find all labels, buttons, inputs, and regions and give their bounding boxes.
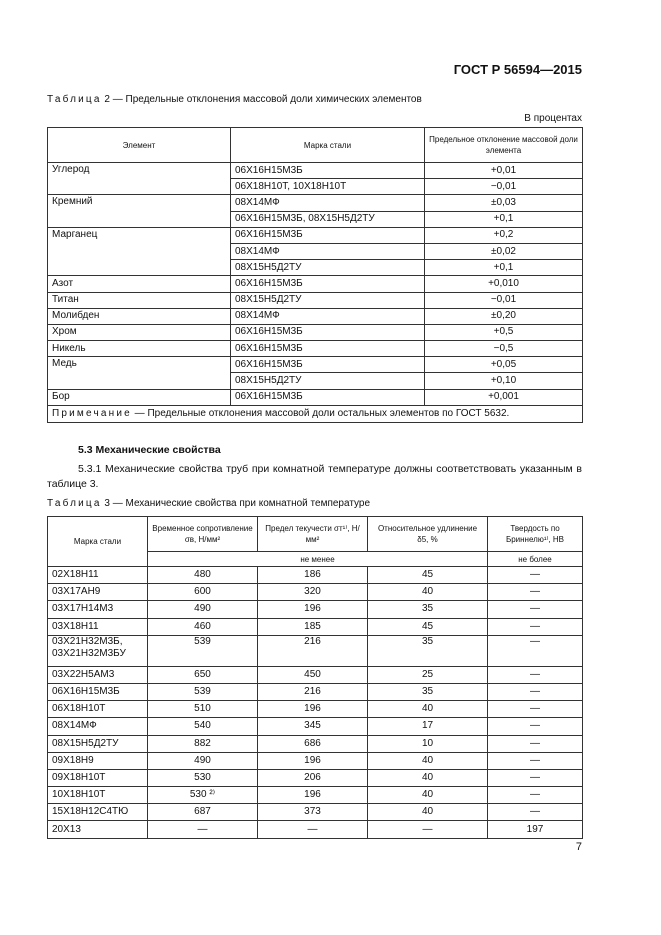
- table-cell-element: Никель: [48, 341, 231, 357]
- table-cell-elongation: 45: [368, 618, 488, 635]
- table-row: [48, 324, 583, 340]
- table3-header-row: [48, 517, 583, 552]
- table-cell-grade: 06Х16Н15М3Б, 08Х15Н5Д2ТУ: [231, 211, 425, 227]
- table-cell-value: +0,01: [425, 163, 583, 179]
- table-cell-hardness: —: [488, 804, 583, 821]
- table3-header-strength: Временное сопротивление σв, Н/мм²: [148, 517, 258, 552]
- table-cell-value: +0,2: [425, 227, 583, 243]
- table2-header-grade: Марка стали: [231, 128, 425, 163]
- table2-header-row: [48, 128, 583, 163]
- table-cell-element: Азот: [48, 276, 231, 292]
- table-cell-elongation: 40: [368, 701, 488, 718]
- table-cell-strength: 600: [148, 584, 258, 601]
- table2-caption-text: 2 — Предельные отклонения массовой доли химических элементов: [101, 94, 422, 105]
- table3-caption: [47, 498, 370, 509]
- table-cell-strength: 687: [148, 804, 258, 821]
- table-row: [48, 601, 583, 618]
- table-cell-strength: 530: [148, 769, 258, 786]
- table3-header-grade: Марка стали: [48, 517, 148, 567]
- table3-caption-word: Таблица: [47, 498, 102, 509]
- table-cell-grade: 03Х18Н11: [48, 618, 148, 635]
- table-cell-hardness: —: [488, 752, 583, 769]
- table2-caption: [47, 94, 422, 105]
- table-cell-grade: 03Х17АН9: [48, 584, 148, 601]
- table-cell-elongation: 35: [368, 601, 488, 618]
- table-cell-grade: 02Х18Н11: [48, 567, 148, 584]
- table-cell-grade: 08Х14МФ: [231, 195, 425, 211]
- table-row: [48, 769, 583, 786]
- table-cell-grade: 08Х15Н5Д2ТУ: [231, 373, 425, 389]
- table-cell-value: +0,001: [425, 389, 583, 405]
- table-cell-hardness: —: [488, 635, 583, 666]
- table-cell-hardness: —: [488, 584, 583, 601]
- table-cell-elongation: 35: [368, 635, 488, 666]
- table-cell-strength: 510: [148, 701, 258, 718]
- table-cell-element: Хром: [48, 324, 231, 340]
- table-cell-yield: 196: [258, 787, 368, 804]
- table-cell-yield: 196: [258, 752, 368, 769]
- table-cell-grade: 03Х17Н14М3: [48, 601, 148, 618]
- table-cell-value: +0,05: [425, 357, 583, 373]
- table-row: [48, 567, 583, 584]
- table-cell-grade: 08Х14МФ: [231, 243, 425, 259]
- table-cell-grade: 06Х16Н15М3Б: [48, 683, 148, 700]
- table3-header-max: не более: [488, 552, 583, 567]
- table-cell-grade: 03Х22Н5АМ3: [48, 666, 148, 683]
- table-cell-element: Марганец: [48, 227, 231, 276]
- table2-header-deviation: Предельное отклонение массовой доли элемента: [425, 128, 583, 163]
- table-cell-grade: 08Х14МФ: [231, 308, 425, 324]
- table2: [47, 127, 583, 423]
- table-cell-grade: 03Х21Н32М3Б, 03Х21Н32М3БУ: [48, 635, 148, 666]
- table3-header-hardness: Твердость по Бриннелю¹⁾, НВ: [488, 517, 583, 552]
- table-cell-value: ±0,20: [425, 308, 583, 324]
- table-row: [48, 718, 583, 735]
- table-cell-yield: 196: [258, 701, 368, 718]
- table-cell-hardness: —: [488, 666, 583, 683]
- table-cell-grade: 08Х15Н5Д2ТУ: [231, 260, 425, 276]
- table-cell-value: −0,01: [425, 179, 583, 195]
- document-code: ГОСТ Р 56594—2015: [453, 62, 582, 77]
- table3-header-elongation: Относительное удлинение δ5, %: [368, 517, 488, 552]
- table-cell-strength: —: [148, 821, 258, 838]
- table-row: [48, 276, 583, 292]
- table-cell-hardness: 197: [488, 821, 583, 838]
- table-row: [48, 227, 583, 243]
- table-cell-hardness: —: [488, 769, 583, 786]
- table-cell-hardness: —: [488, 567, 583, 584]
- table-row: [48, 584, 583, 601]
- table-cell-elongation: 10: [368, 735, 488, 752]
- table3: [47, 516, 583, 839]
- table-cell-grade: 06Х16Н15М3Б: [231, 357, 425, 373]
- table-cell-strength: 480: [148, 567, 258, 584]
- table-cell-hardness: —: [488, 683, 583, 700]
- table-cell-yield: 216: [258, 683, 368, 700]
- table-cell-elongation: 40: [368, 787, 488, 804]
- table-cell-elongation: —: [368, 821, 488, 838]
- table-cell-yield: —: [258, 821, 368, 838]
- table-cell-grade: 15Х18Н12С4ТЮ: [48, 804, 148, 821]
- table-cell-yield: 216: [258, 635, 368, 666]
- table2-header-element: Элемент: [48, 128, 231, 163]
- table-row: [48, 804, 583, 821]
- table-cell-grade: 10Х18Н10Т: [48, 787, 148, 804]
- table-row: [48, 666, 583, 683]
- table-row: [48, 389, 583, 405]
- table-cell-grade: 08Х15Н5Д2ТУ: [48, 735, 148, 752]
- table-cell-grade: 06Х18Н10Т, 10Х18Н10Т: [231, 179, 425, 195]
- table-row: [48, 683, 583, 700]
- table-cell-grade: 09Х18Н9: [48, 752, 148, 769]
- table-cell-strength: 650: [148, 666, 258, 683]
- table-cell-grade: 06Х16Н15М3Б: [231, 163, 425, 179]
- table-row: [48, 701, 583, 718]
- table-cell-yield: 186: [258, 567, 368, 584]
- table-row: [48, 618, 583, 635]
- table-row: [48, 821, 583, 838]
- table-cell-value: ±0,03: [425, 195, 583, 211]
- table-cell-yield: 450: [258, 666, 368, 683]
- table-cell-yield: 373: [258, 804, 368, 821]
- table-cell-value: −0,5: [425, 341, 583, 357]
- table-cell-grade: 06Х16Н15М3Б: [231, 324, 425, 340]
- table-cell-grade: 08Х14МФ: [48, 718, 148, 735]
- table-cell-element: Бор: [48, 389, 231, 405]
- table-cell-elongation: 40: [368, 752, 488, 769]
- table2-note-text: — Предельные отклонения массовой доли остальных элементов по ГОСТ 5632.: [131, 407, 510, 419]
- table-cell-strength: 882: [148, 735, 258, 752]
- table-row: [48, 787, 583, 804]
- table-cell-grade: 06Х18Н10Т: [48, 701, 148, 718]
- table-cell-value: +0,010: [425, 276, 583, 292]
- section-heading: 5.3 Механические свойства: [78, 444, 221, 456]
- table-cell-strength: 460: [148, 618, 258, 635]
- table2-note-word: Примечание: [52, 407, 132, 419]
- table-cell-hardness: —: [488, 787, 583, 804]
- table-cell-value: +0,5: [425, 324, 583, 340]
- table-cell-yield: 320: [258, 584, 368, 601]
- table3-body: [48, 567, 583, 839]
- table-cell-elongation: 17: [368, 718, 488, 735]
- table-row: [48, 735, 583, 752]
- table-cell-grade: 06Х16Н15М3Б: [231, 389, 425, 405]
- table-row: [48, 357, 583, 373]
- table2-note-row: [48, 405, 583, 422]
- table3-header-min: не менее: [148, 552, 488, 567]
- table-cell-elongation: 40: [368, 584, 488, 601]
- table-cell-element: Молибден: [48, 308, 231, 324]
- table-cell-strength: 540: [148, 718, 258, 735]
- table3-header-yield: Предел текучести σт¹⁾, Н/мм²: [258, 517, 368, 552]
- page-number: 7: [575, 841, 582, 853]
- table-cell-elongation: 25: [368, 666, 488, 683]
- table-cell-element: Кремний: [48, 195, 231, 227]
- table-cell-elongation: 35: [368, 683, 488, 700]
- table-cell-elongation: 40: [368, 804, 488, 821]
- table-cell-hardness: —: [488, 718, 583, 735]
- table-cell-strength: 490: [148, 752, 258, 769]
- table-cell-value: +0,1: [425, 211, 583, 227]
- table-cell-strength: 539: [148, 683, 258, 700]
- table2-caption-word: Таблица: [47, 94, 102, 105]
- table2-body: [48, 163, 583, 423]
- table-cell-element: Титан: [48, 292, 231, 308]
- table2-note: [48, 405, 583, 422]
- table-cell-hardness: —: [488, 601, 583, 618]
- table3-caption-text: 3 — Механические свойства при комнатной температуре: [101, 498, 371, 509]
- table-row: [48, 752, 583, 769]
- table2-units: В процентах: [524, 113, 582, 124]
- table-cell-yield: 686: [258, 735, 368, 752]
- table-cell-yield: 206: [258, 769, 368, 786]
- table-cell-hardness: —: [488, 701, 583, 718]
- table-cell-grade: 06Х16Н15М3Б: [231, 276, 425, 292]
- table-row: [48, 195, 583, 211]
- table-cell-elongation: 45: [368, 567, 488, 584]
- table-cell-yield: 185: [258, 618, 368, 635]
- table-cell-hardness: —: [488, 618, 583, 635]
- table-cell-value: +0,1: [425, 260, 583, 276]
- table-cell-strength: 530 ²⁾: [148, 787, 258, 804]
- table-cell-grade: 09Х18Н10Т: [48, 769, 148, 786]
- table-cell-value: ±0,02: [425, 243, 583, 259]
- table-cell-strength: 490: [148, 601, 258, 618]
- section-paragraph: 5.3.1 Механические свойства труб при комнатной температуре должны соответствовать указанным в таблице 3.: [47, 463, 582, 490]
- table-row: [48, 308, 583, 324]
- table-cell-grade: 20Х13: [48, 821, 148, 838]
- table-cell-grade: 06Х16Н15М3Б: [231, 341, 425, 357]
- table-cell-grade: 06Х16Н15М3Б: [231, 227, 425, 243]
- table-cell-element: Медь: [48, 357, 231, 389]
- table-row: [48, 341, 583, 357]
- table-cell-value: −0,01: [425, 292, 583, 308]
- table-cell-yield: 345: [258, 718, 368, 735]
- table-cell-yield: 196: [258, 601, 368, 618]
- table-cell-elongation: 40: [368, 769, 488, 786]
- table-row: [48, 635, 583, 666]
- table-cell-value: +0,10: [425, 373, 583, 389]
- table-row: [48, 292, 583, 308]
- table-row: [48, 163, 583, 179]
- table-cell-strength: 539: [148, 635, 258, 666]
- table-cell-grade: 08Х15Н5Д2ТУ: [231, 292, 425, 308]
- table-cell-element: Углерод: [48, 163, 231, 195]
- table-cell-hardness: —: [488, 735, 583, 752]
